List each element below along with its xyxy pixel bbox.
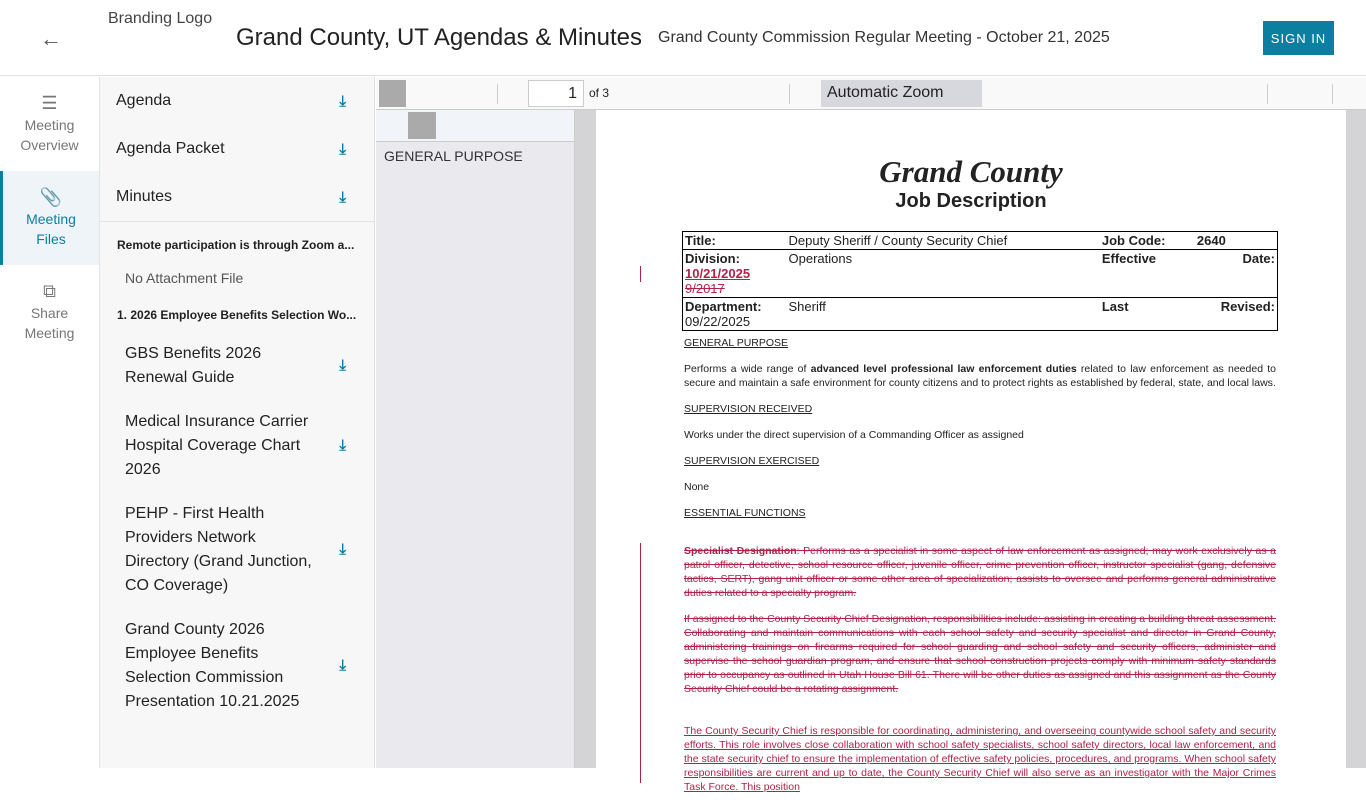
page-count: of 3	[589, 86, 610, 100]
attachment-item[interactable]	[100, 400, 374, 492]
file-label: Agenda	[116, 92, 172, 109]
section-heading: ESSENTIAL FUNCTIONS	[684, 507, 806, 519]
attachment-item[interactable]	[100, 332, 374, 400]
download-icon[interactable]: ⤓	[339, 657, 346, 674]
value: Operations	[788, 251, 853, 266]
paragraph: None	[684, 481, 710, 493]
label: Department:	[685, 299, 762, 314]
label: Division:	[685, 251, 740, 266]
label: Title:	[685, 233, 716, 248]
branding-logo: Branding Logo	[108, 10, 213, 27]
value: 09/22/2025	[685, 314, 751, 329]
doc-body	[684, 330, 1276, 806]
list-icon: ☰	[41, 93, 58, 113]
text: Performs a wide range of	[684, 363, 811, 375]
back-arrow-icon[interactable]: ←	[40, 26, 62, 51]
doc-title: Grand County	[879, 154, 1063, 189]
pdf-page	[596, 110, 1346, 793]
attachment-label: PEHP - First Health Providers Network Directory (Grand Junction, CO Coverage)	[125, 505, 312, 594]
file-label: Minutes	[116, 188, 173, 205]
nav-share-meeting[interactable]	[0, 265, 99, 359]
meeting-title: Grand County Commission Regular Meeting - October 21, 2025	[658, 29, 1110, 46]
change-bar	[640, 543, 641, 783]
text: Specialist Designation	[684, 545, 797, 557]
share-icon: ⧉	[43, 281, 56, 301]
department-cell	[683, 298, 787, 331]
job-info-table	[682, 231, 1278, 331]
paragraph	[684, 362, 1276, 390]
label: Job Code:	[1101, 233, 1166, 248]
division-cell	[683, 250, 787, 298]
section-heading: GENERAL PURPOSE	[684, 337, 789, 349]
pdf-viewer	[376, 77, 1366, 793]
sidebar-toggle-button[interactable]	[379, 80, 406, 107]
download-icon[interactable]: ⤓	[339, 140, 346, 158]
nav-label: Share Meeting	[24, 305, 75, 341]
deleted-paragraph: If assigned to the County Security Chief Designation, responsibilities include: assisting in creating a building threat assessment. Collaborating and maintain communications with each school safety and security specialist and director in Grand County, administering trainings on firearms required for school guarding and school safety and security officers, administer and supervise the school guardian program, and ensure that school construction projects comply with minimum safety standards prior to occupancy as outlined in Utah House Bill 61. There will be other duties as assigned and this assignment as the County Security Chief could be a rotating assignment.	[684, 613, 1276, 695]
value: Sheriff	[788, 299, 826, 314]
deleted-paragraph	[684, 544, 1276, 600]
text: advanced level professional law enforcement duties	[810, 363, 1077, 375]
download-icon[interactable]: ⤓	[339, 92, 346, 110]
section-heading: SUPERVISION EXERCISED	[684, 455, 820, 467]
download-icon[interactable]: ⤓	[339, 541, 346, 558]
nav-meeting-overview[interactable]	[0, 77, 99, 171]
label: Last	[1101, 299, 1129, 314]
file-minutes[interactable]	[100, 173, 374, 221]
value: Deputy Sheriff / County Security Chief	[788, 233, 1008, 248]
separator	[497, 84, 498, 104]
change-bar	[640, 266, 641, 282]
attachment-label: GBS Benefits 2026 Renewal Guide	[125, 345, 262, 386]
file-agenda[interactable]	[100, 77, 374, 125]
zoom-select[interactable]: Automatic Zoom	[821, 80, 982, 107]
download-icon[interactable]: ⤓	[339, 188, 346, 206]
pdf-toolbar	[376, 77, 1366, 110]
no-attachment-text: No Attachment File	[125, 270, 244, 286]
value: 9/2017	[685, 281, 725, 296]
page-number-input[interactable]: 1	[528, 80, 584, 107]
label: Effective	[1101, 251, 1157, 266]
section-heading: SUPERVISION RECEIVED	[684, 403, 813, 415]
label: Date:	[1242, 251, 1275, 266]
attachment-label: Medical Insurance Carrier Hospital Coverage Chart 2026	[125, 413, 309, 478]
paperclip-icon: 📎	[39, 187, 63, 207]
files-panel	[100, 77, 375, 768]
paragraph: Works under the direct supervision of a Commanding Officer as assigned	[684, 429, 1024, 441]
doc-subtitle: Job Description	[895, 190, 1047, 212]
download-icon[interactable]: ⤓	[339, 357, 346, 374]
outline-view-button[interactable]	[408, 112, 436, 139]
attachment-item[interactable]	[100, 608, 374, 724]
text: : Performs as a specialist in some aspect of law enforcement as assigned; may work exclusively as a patrol officer, detective, school resource officer, juvenile officer, crime prevention officer, instructor specialist (gang, defensive tactics, SERT), gang unit officer or some other area of specialization; assists to oversee and performs general administrative duties related to a specialty program.	[684, 545, 1276, 599]
file-label: Agenda Packet	[116, 140, 225, 157]
outline-item[interactable]: GENERAL PURPOSE	[384, 148, 523, 164]
nav-label: Meeting Overview	[20, 117, 79, 153]
attachment-item[interactable]	[100, 492, 374, 608]
value: 2640	[1196, 233, 1226, 248]
left-nav	[0, 77, 100, 768]
site-title: Grand County, UT Agendas & Minutes	[236, 24, 642, 51]
value: 10/21/2025	[685, 266, 751, 281]
inserted-paragraph: The County Security Chief is responsible for coordinating, administering, and overseeing countywide school safety and security efforts. This role involves close collaboration with school safety specialists, school safety directors, local law enforcement, and the state security chief to ensure the implementation of effective safety policies, procedures, and programs. When school safety responsibilities are current and up to date, the County Security Chief will also serve as an investigator with the Major Crimes Task Force. This position	[684, 725, 1276, 793]
download-icon[interactable]: ⤓	[339, 437, 346, 454]
label: Revised:	[1220, 299, 1275, 314]
text: related to law enforcement as needed to secure and maintain a safe environment for county citizens and to protect rights as established by federal, state, and local laws.	[684, 363, 1276, 389]
sign-in-button[interactable]: SIGN IN	[1263, 21, 1334, 55]
attachment-label: Grand County 2026 Employee Benefits Selection Commission Presentation 10.21.2025	[125, 621, 300, 710]
header	[0, 0, 1366, 76]
separator	[1332, 84, 1333, 104]
outline-sidebar	[376, 110, 575, 768]
file-agenda-packet[interactable]	[100, 125, 374, 173]
nav-label: Meeting Files	[26, 211, 76, 247]
separator	[1267, 84, 1268, 104]
agenda-item-heading[interactable]: Remote participation is through Zoom a...	[117, 238, 355, 252]
separator	[789, 84, 790, 104]
nav-meeting-files[interactable]	[0, 171, 99, 265]
agenda-item-heading[interactable]: 1. 2026 Employee Benefits Selection Wo...	[117, 308, 357, 322]
sidebar-toolbar	[376, 110, 574, 142]
